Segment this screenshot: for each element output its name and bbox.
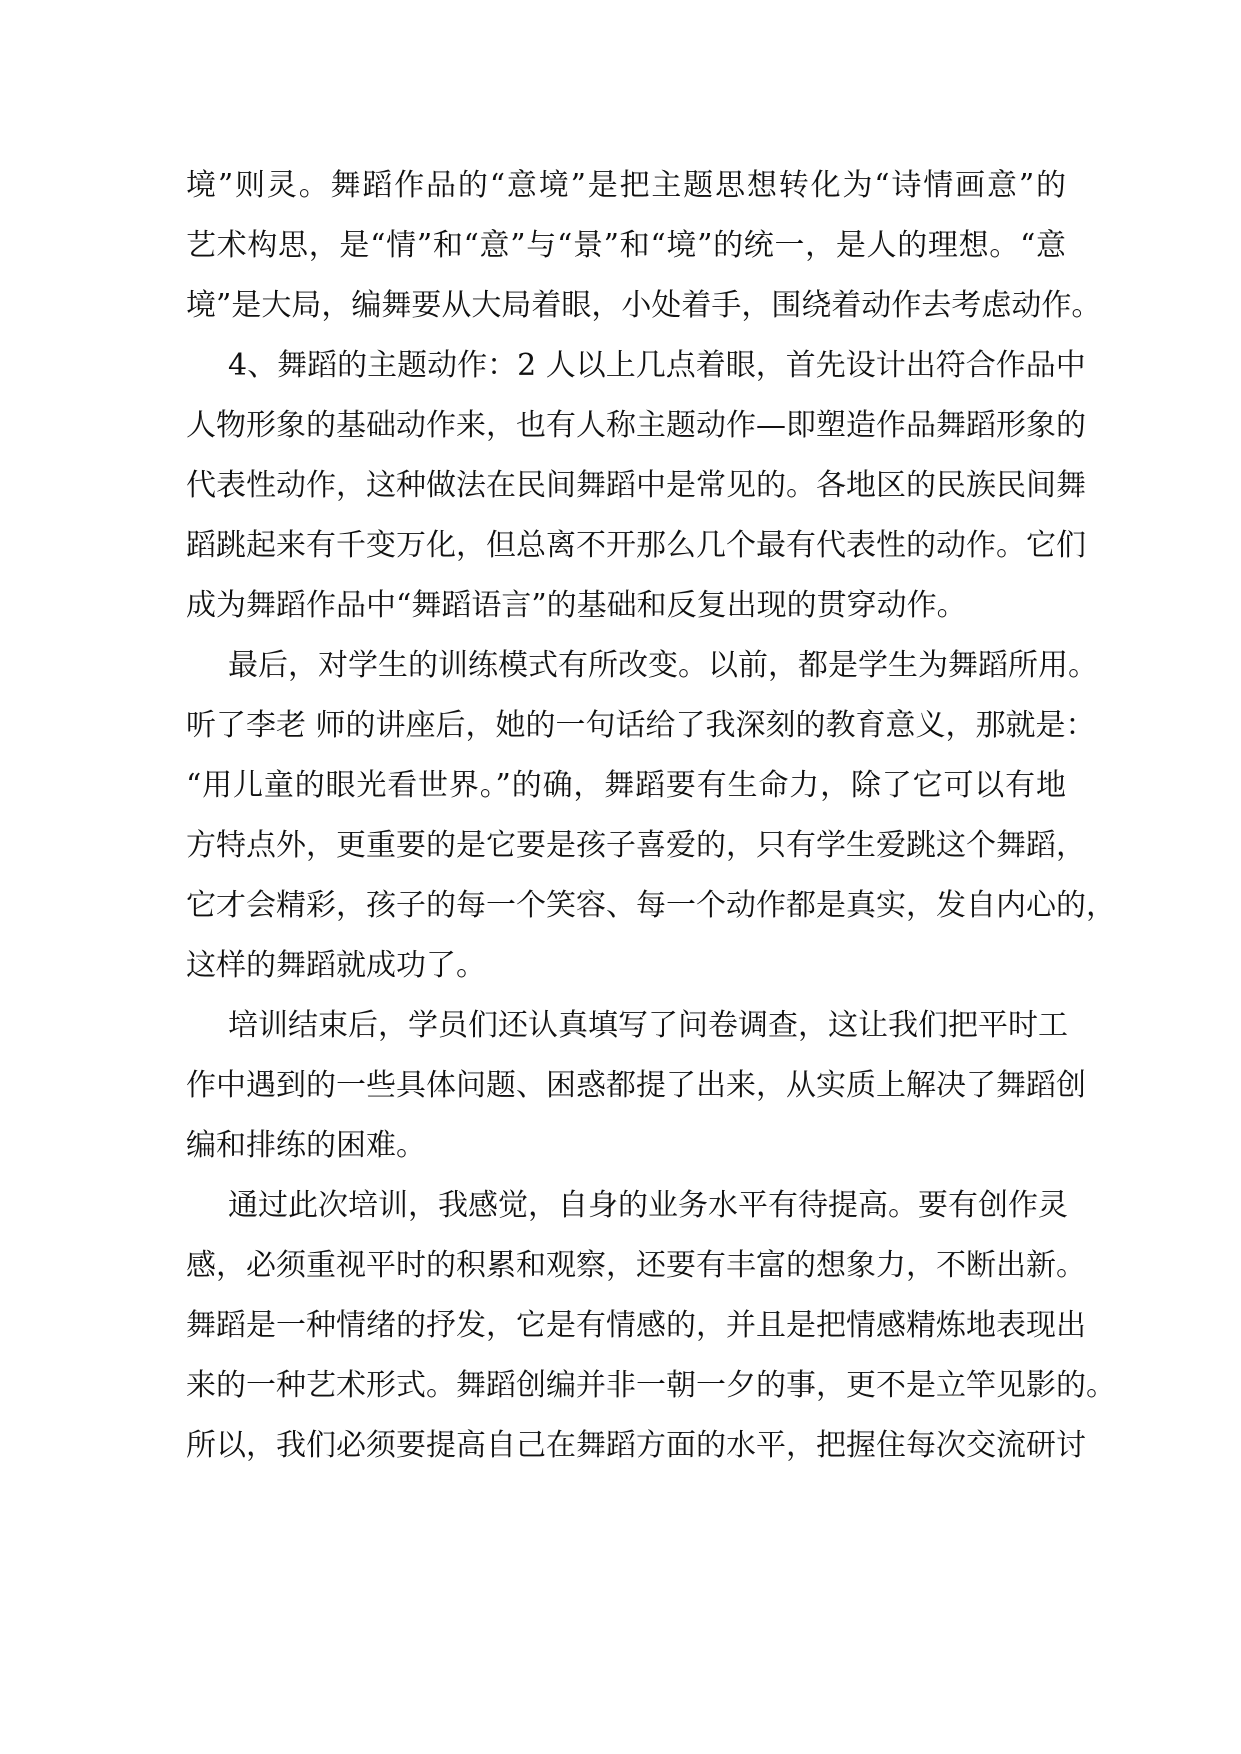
text-line: 境”则灵。舞蹈作品的“意境”是把主题思想转化为“诗情画意”的 [186, 168, 1066, 203]
text-line: 代表性动作，这种做法在民间舞蹈中是常见的。各地区的民族民间舞 [186, 468, 1086, 503]
text-line: 编和排练的困难。 [186, 1128, 426, 1163]
text-line: 成为舞蹈作品中“舞蹈语言”的基础和反复出现的贯穿动作。 [186, 588, 967, 623]
text-line: 方特点外，更重要的是它要是孩子喜爱的，只有学生爱跳这个舞蹈， [186, 828, 1086, 863]
text-line: 听了李老 师的讲座后，她的一句话给了我深刻的教育意义，那就是： [186, 708, 1096, 743]
text-line: “用儿童的眼光看世界。”的确，舞蹈要有生命力，除了它可以有地 [186, 768, 1066, 803]
text-line: 艺术构思，是“情”和“意”与“景”和“境”的统一，是人的理想。“意 [186, 228, 1066, 263]
text-line: 它才会精彩，孩子的每一个笑容、每一个动作都是真实，发自内心的， [186, 888, 1116, 923]
text-line: 所以，我们必须要提高自己在舞蹈方面的水平，把握住每次交流研讨 [186, 1428, 1086, 1463]
text-line: 通过此次培训，我感觉，自身的业务水平有待提高。要有创作灵 [228, 1188, 1068, 1223]
text-line: 4、舞蹈的主题动作：2 人以上几点着眼，首先设计出符合作品中 [228, 348, 1086, 383]
text-line: 舞蹈是一种情绪的抒发，它是有情感的，并且是把情感精炼地表现出 [186, 1308, 1086, 1343]
text-line: 感，必须重视平时的积累和观察，还要有丰富的想象力，不断出新。 [186, 1248, 1086, 1283]
text-line: 蹈跳起来有千变万化，但总离不开那么几个最有代表性的动作。它们 [186, 528, 1086, 563]
text-line: 培训结束后，学员们还认真填写了问卷调查，这让我们把平时工 [228, 1008, 1068, 1043]
document-body [186, 156, 1116, 1476]
text-line: 人物形象的基础动作来，也有人称主题动作—即塑造作品舞蹈形象的 [186, 408, 1086, 443]
text-line: 这样的舞蹈就成功了。 [186, 948, 486, 983]
text-line: 境”是大局，编舞要从大局着眼，小处着手，围绕着动作去考虑动作。 [186, 288, 1102, 323]
text-line: 作中遇到的一些具体问题、困惑都提了出来，从实质上解决了舞蹈创 [186, 1068, 1086, 1103]
text-line: 来的一种艺术形式。舞蹈创编并非一朝一夕的事，更不是立竿见影的。 [186, 1368, 1116, 1403]
text-line: 最后，对学生的训练模式有所改变。以前，都是学生为舞蹈所用。 [228, 648, 1098, 683]
